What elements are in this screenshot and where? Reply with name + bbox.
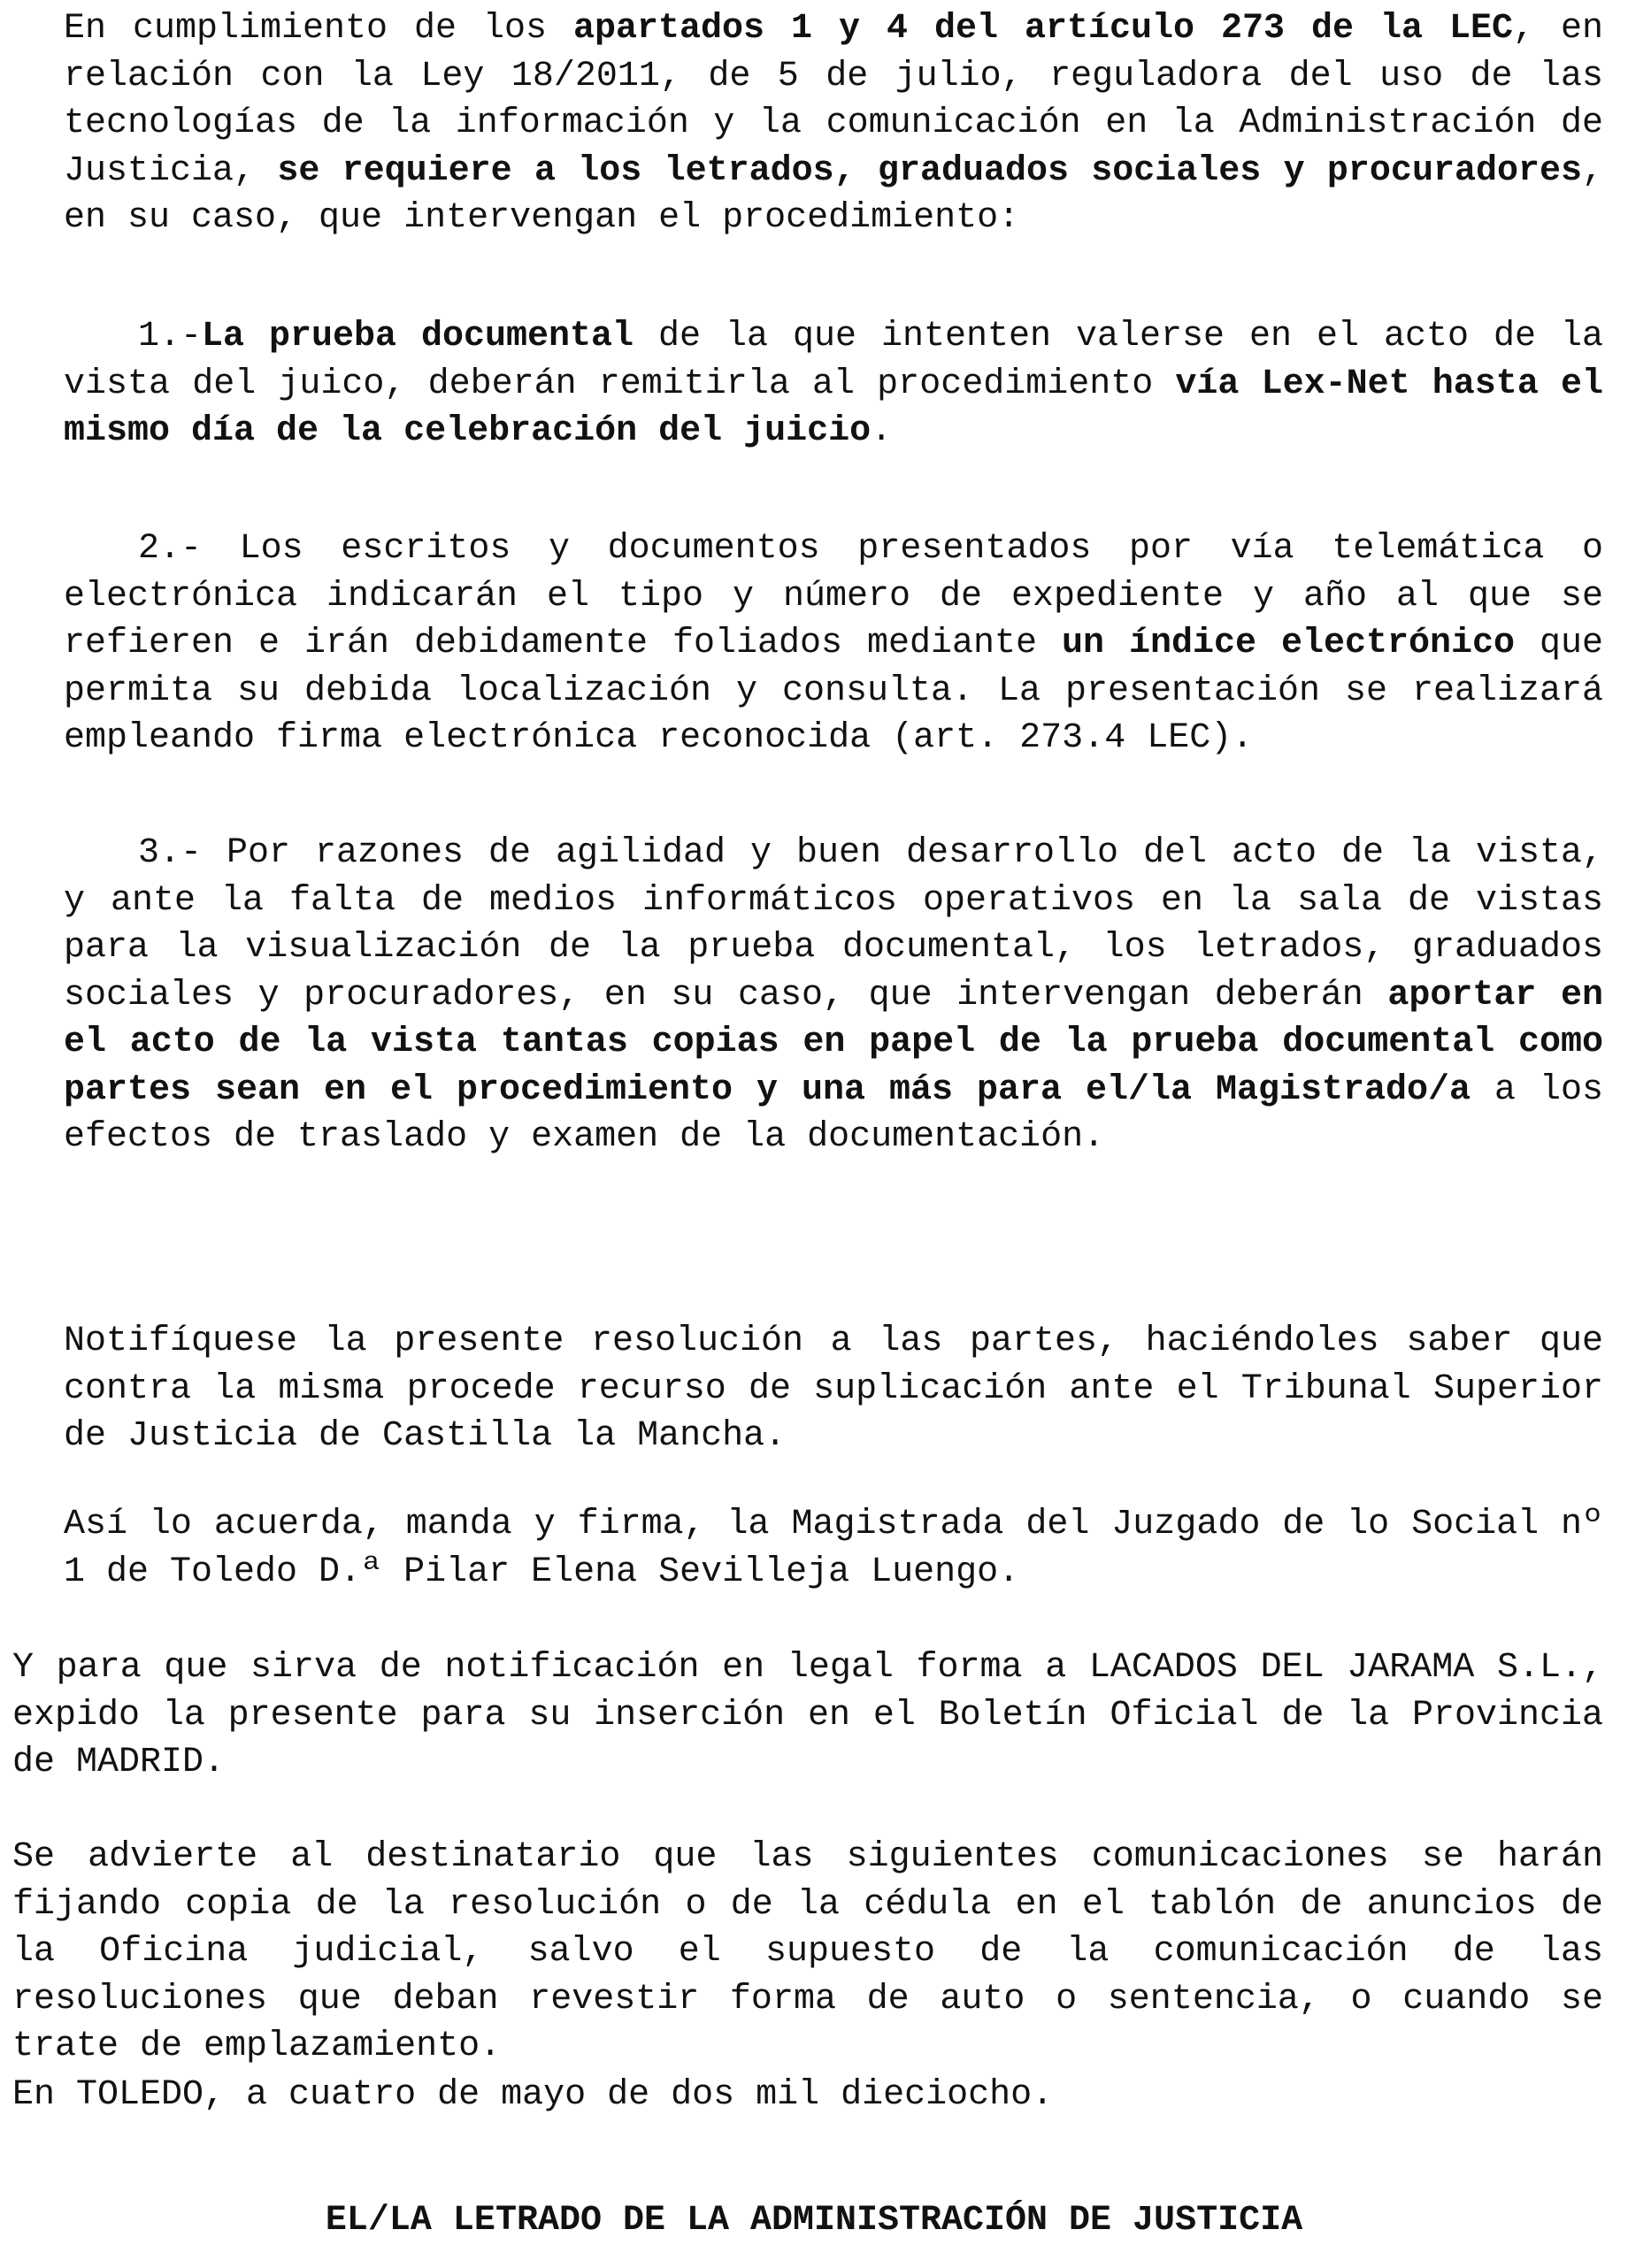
item-2-bold: un índice electrónico [1061, 624, 1516, 663]
item-1-number: 1.- [138, 317, 203, 356]
signature-title: EL/LA LETRADO DE LA ADMINISTRACIÓN DE JUSTICIA [325, 2201, 1303, 2241]
place-date: En TOLEDO, a cuatro de mayo de dos mil dieciocho. [12, 2075, 1054, 2115]
item-1-text-end: . [871, 411, 893, 451]
notification-purpose-paragraph: Y para que sirva de notificación en legal forma a LACADOS DEL JARAMA S.L., expido la presente para su inserción en el Boletín Oficial de la Provincia de MADRID. [12, 1648, 1603, 1782]
intro-paragraph [64, 5, 1603, 242]
warning-paragraph: Se advierte al destinatario que las siguientes comunicaciones se harán fijando copia de la resolución o de la cédula en el tablón de anuncios de la Oficina judicial, salvo el supuesto de la comunicación de las resoluciones que deban revestir forma de auto o sentencia, o cuando se trate de emplazamiento. [12, 1837, 1603, 2066]
item-3-bold: aportar en el acto de la vista tantas copias en papel de la prueba documental como partes sean en el procedimiento y una más para el/la Magistrado/a [64, 975, 1603, 1110]
item-3-text-2: a los efectos de traslado y examen de la documentación. [64, 1069, 1603, 1157]
intro-bold-1: apartados 1 y 4 del artículo 273 de la LEC [573, 9, 1513, 49]
item-1-bold-1: La prueba documental [202, 317, 634, 356]
intro-text-3: , en su caso, que intervengan el procedimiento: [64, 150, 1603, 238]
item-1-text: de la que intenten valerse en el acto de la vista del juico, deberán remitirla al procedimiento [64, 317, 1604, 404]
item-3-paragraph [64, 830, 1603, 1161]
item-2-text-1: 2.- Los escritos y documentos presentados por vía telemática o electrónica indicarán el tipo y número de expediente y año al que se refieren e irán debidamente foliados mediante [64, 529, 1603, 663]
notification-paragraph: Notifíquese la presente resolución a las partes, haciéndoles saber que contra la misma procede recurso de suplicación ante el Tribunal Superior de Justicia de Castilla la Mancha. [64, 1322, 1603, 1456]
item-1-paragraph [64, 313, 1603, 456]
intro-text-2: , en relación con la Ley 18/2011, de 5 de julio, reguladora del uso de las tecnologías de la información y la comunicación en la Administración de Justicia, [64, 9, 1603, 191]
agreement-paragraph: Así lo acuerda, manda y firma, la Magistrada del Juzgado de lo Social nº 1 de Toledo D.ª Pilar Elena Sevilleja Luengo. [64, 1505, 1603, 1592]
intro-text-1: En cumplimiento de los [64, 9, 574, 49]
item-2-paragraph [64, 525, 1603, 762]
item-2-text-2: que permita su debida localización y consulta. La presentación se realizará empleando firma electrónica reconocida (art. 273.4 LEC). [64, 624, 1603, 758]
item-1-bold-2: vía Lex-Net hasta el mismo día de la celebración del juicio [64, 364, 1603, 451]
intro-bold-2: se requiere a los letrados, graduados sociales y procuradores [277, 150, 1582, 191]
item-3-text-1: 3.- Por razones de agilidad y buen desarrollo del acto de la vista, y ante la falta de medios informáticos operativos en la sala de vistas para la visualización de la prueba documental, los letrados, graduados sociales y procuradores, en su caso, que intervengan deberán [64, 833, 1603, 1015]
